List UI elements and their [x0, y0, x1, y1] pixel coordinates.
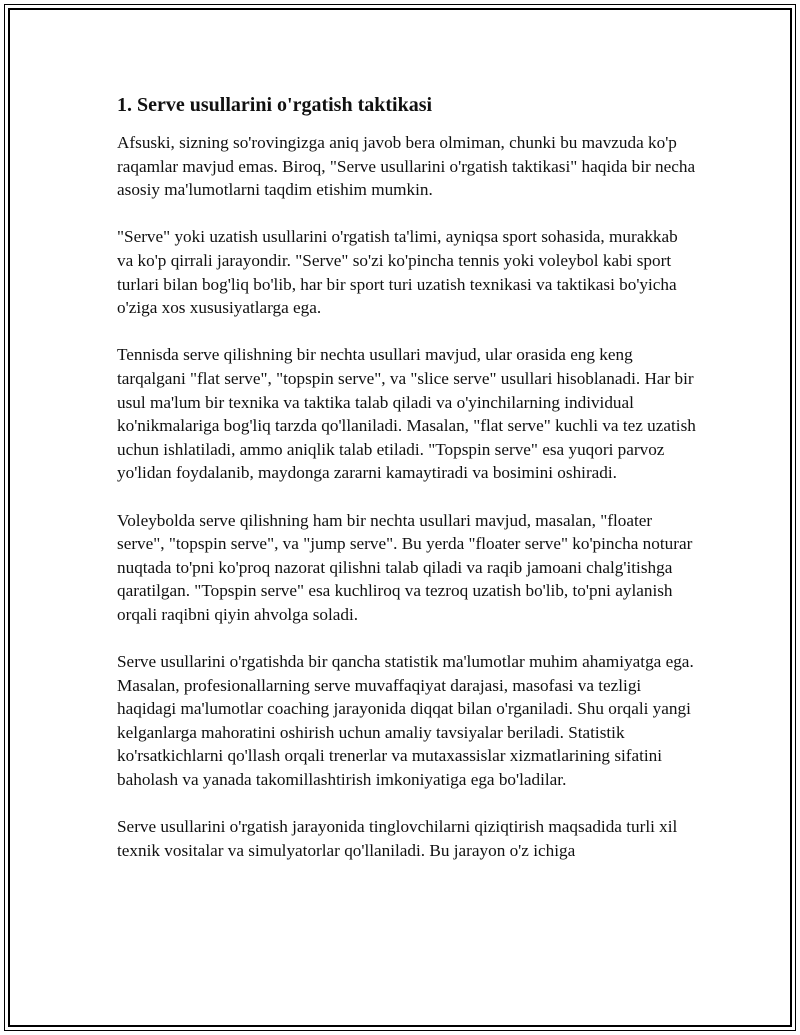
document-title: 1. Serve usullarini o'rgatish taktikasi [117, 94, 433, 116]
paragraph: Serve usullarini o'rgatish jarayonida tinglovchilarni qiziqtirish maqsadida turli xil texnik vositalar va simulyatorlar qo'llaniladi. Bu jarayon o'z ichiga [117, 817, 678, 860]
paragraph: Tennisda serve qilishning bir nechta usullari mavjud, ular orasida eng keng tarqalgani "flat serve", "topspin serve", va "slice serve" usullari hisoblanadi. Har bir usul ma'lum bir texnika va taktika talab qiladi va o'yinchilarning individual ko'nikmalariga bog'liq tarzda qo'llaniladi. Masalan, "flat serve" kuchli va tez uzatish uchun ishlatiladi, ammo aniqlik talab etiladi. "Topspin serve" esa yuqori parvoz yo'lidan foydalanib, maydonga zararni kamaytiradi va bosimini oshiradi. [117, 345, 696, 483]
paragraph: Voleybolda serve qilishning ham bir nechta usullari mavjud, masalan, "floater serve", "topspin serve", va "jump serve". Bu yerda "floater serve" ko'pincha noturar nuqtada to'pni ko'proq nazorat qilishni talab qiladi va raqib jamoani chalg'itishga qaratilgan. "Topspin serve" esa kuchliroq va tezroq uzatish bo'lib, to'pni aylanish orqali raqibni qiyin ahvolga soladi. [117, 510, 693, 624]
paragraph: "Serve" yoki uzatish usullarini o'rgatish ta'limi, ayniqsa sport sohasida, murakkab va ko'p qirrali jarayondir. "Serve" so'zi ko'pincha tennis yoki voleybol kabi sport turlari bilan bog'liq bo'lib, har bir sport turi uzatish texnikasi va taktikasi bo'yicha o'ziga xos xususiyatlarga ega. [117, 227, 678, 318]
document-page [4, 4, 796, 1031]
paragraph: Serve usullarini o'rgatishda bir qancha statistik ma'lumotlar muhim ahamiyatga ega. Masalan, profesionallarning serve muvaffaqiyat darajasi, masofasi va tezligi haqidagi ma'lumotlar coaching jarayonida diqqat bilan o'rganiladi. Shu orqali yangi kelganlarga mahoratini oshirish uchun amaliy tavsiyalar beriladi. Statistik ko'rsatkichlarni qo'llash orqali trenerlar va mutaxassislar xizmatlarining sifatini baholash va yanada takomillashtirish imkoniyatiga ega bo'ladilar. [117, 652, 694, 790]
paragraph: Afsuski, sizning so'rovingizga aniq javob bera olmiman, chunki bu mavzuda ko'p raqamlar mavjud emas. Biroq, "Serve usullarini o'rgatish taktikasi" haqida bir necha asosiy ma'lumotlarni taqdim etishim mumkin. [117, 133, 696, 200]
document-body [117, 91, 697, 886]
